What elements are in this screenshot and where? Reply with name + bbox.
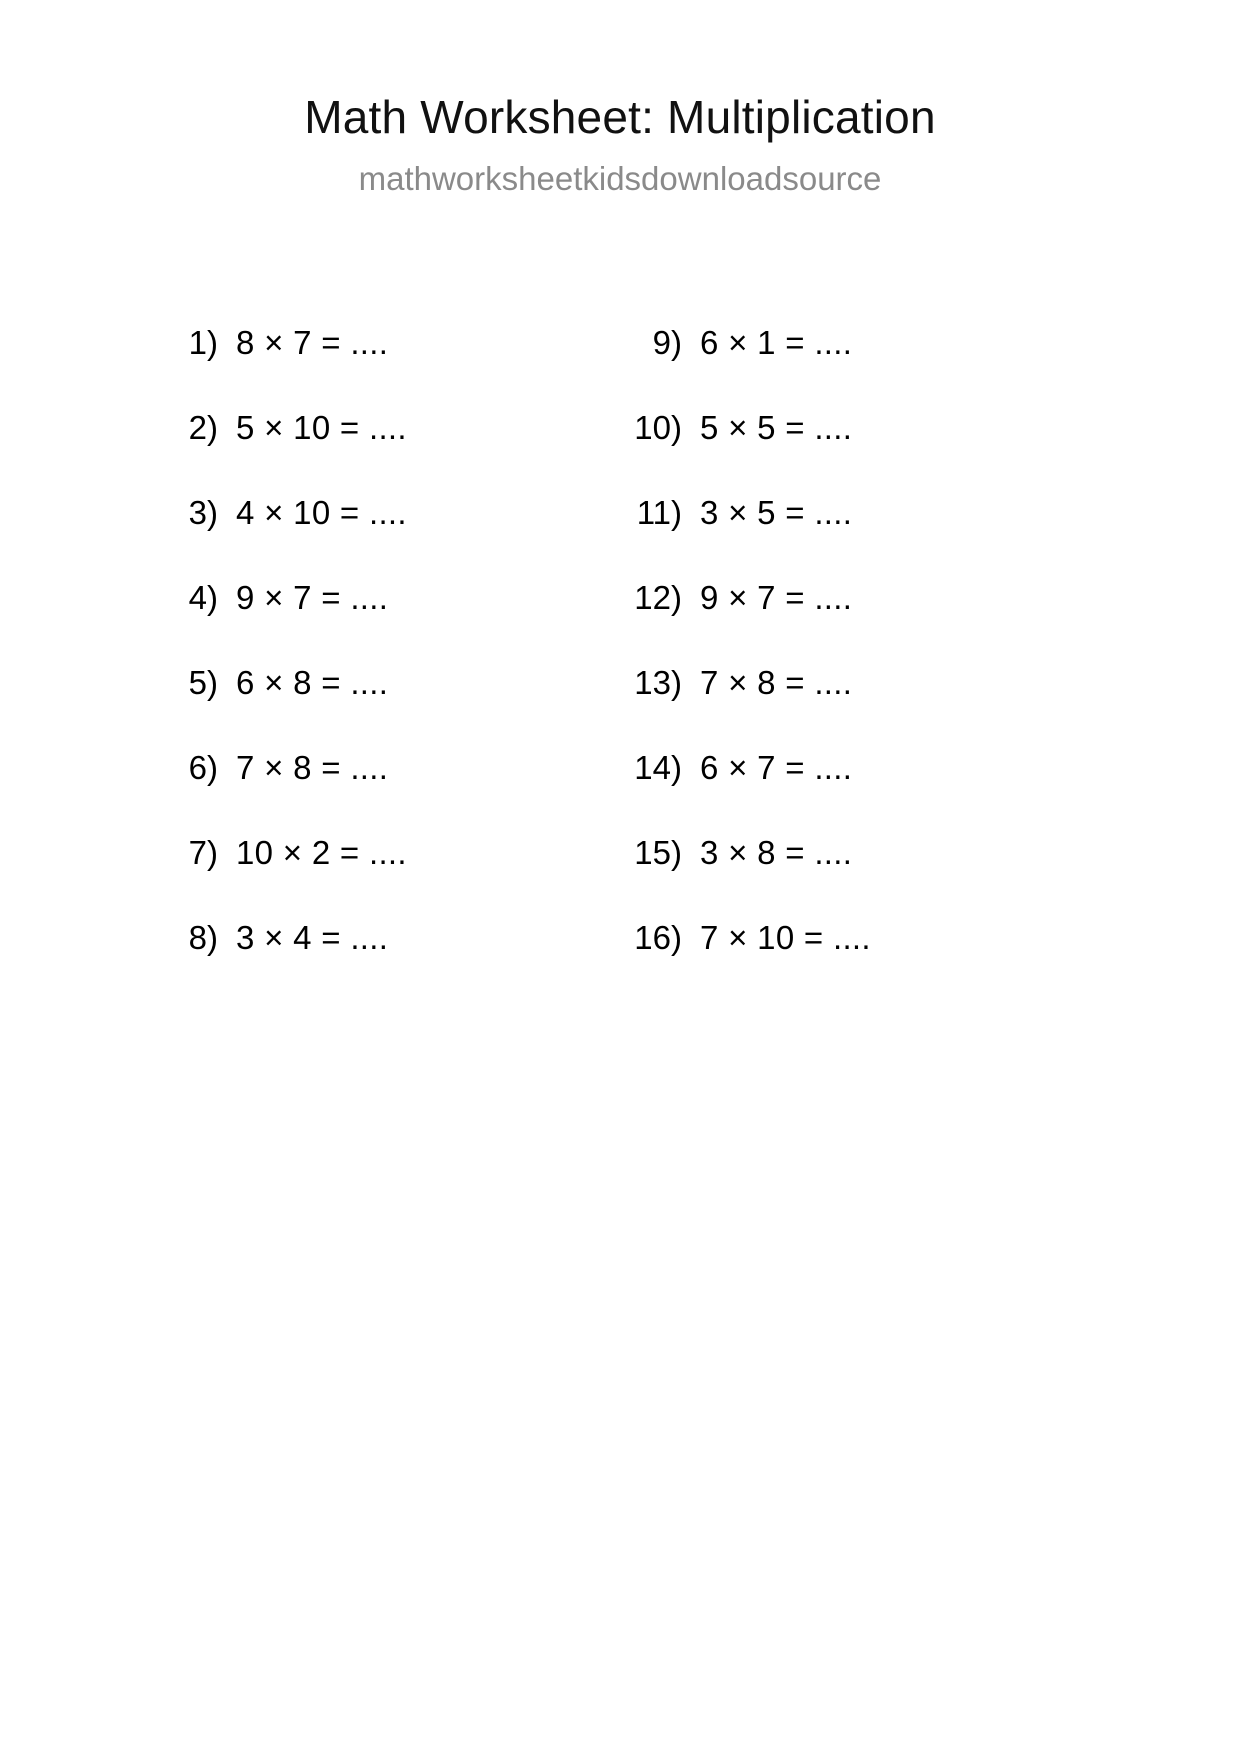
problem-item [170, 640, 620, 725]
problem-number: 9) [652, 323, 682, 361]
problem-number: 11) [636, 493, 682, 531]
page-subtitle: mathworksheetkidsdownloadsource [358, 160, 882, 197]
problem-expression: 4 × 10 = .... [236, 493, 407, 531]
problem-number: 7) [188, 833, 218, 871]
problem-item [170, 725, 620, 810]
problem-expression: 7 × 8 = .... [700, 663, 853, 701]
problem-expression: 5 × 5 = .... [700, 408, 853, 446]
problem-expression: 6 × 7 = .... [700, 748, 853, 786]
problem-expression: 3 × 8 = .... [700, 833, 853, 871]
problem-item [620, 555, 1070, 640]
problem-expression: 9 × 7 = .... [700, 578, 853, 616]
problem-column-right [620, 300, 1070, 980]
problem-expression: 7 × 8 = .... [236, 748, 389, 786]
problem-expression: 8 × 7 = .... [236, 323, 389, 361]
problem-expression: 9 × 7 = .... [236, 578, 389, 616]
problem-list [170, 300, 1070, 980]
problem-item [620, 810, 1070, 895]
problem-number: 6) [188, 748, 218, 786]
problem-number: 8) [188, 918, 218, 956]
problem-item [170, 810, 620, 895]
problem-number: 2) [188, 408, 218, 446]
problem-item [620, 725, 1070, 810]
problem-expression: 6 × 8 = .... [236, 663, 389, 701]
problem-item [170, 895, 620, 980]
problem-expression: 6 × 1 = .... [700, 323, 853, 361]
problem-expression: 7 × 10 = .... [700, 918, 871, 956]
problem-item [170, 385, 620, 470]
problem-number: 14) [634, 748, 682, 786]
problem-item [620, 385, 1070, 470]
problem-number: 1) [188, 323, 218, 361]
problem-expression: 3 × 5 = .... [700, 493, 853, 531]
problem-expression: 10 × 2 = .... [236, 833, 407, 871]
problem-item [620, 640, 1070, 725]
problem-number: 16) [634, 918, 682, 956]
problem-number: 12) [634, 578, 682, 616]
problem-expression: 3 × 4 = .... [236, 918, 389, 956]
problem-item [620, 470, 1070, 555]
problem-item [170, 300, 620, 385]
problem-expression: 5 × 10 = .... [236, 408, 407, 446]
problem-number: 13) [634, 663, 682, 701]
problem-item [170, 470, 620, 555]
problem-number: 5) [188, 663, 218, 701]
problem-number: 10) [634, 408, 682, 446]
problem-column-left [170, 300, 620, 980]
problem-item [170, 555, 620, 640]
problem-item [620, 300, 1070, 385]
problem-number: 4) [188, 578, 218, 616]
problem-number: 3) [188, 493, 218, 531]
problem-number: 15) [634, 833, 682, 871]
problem-item [620, 895, 1070, 980]
page-title: Math Worksheet: Multiplication [304, 91, 936, 143]
